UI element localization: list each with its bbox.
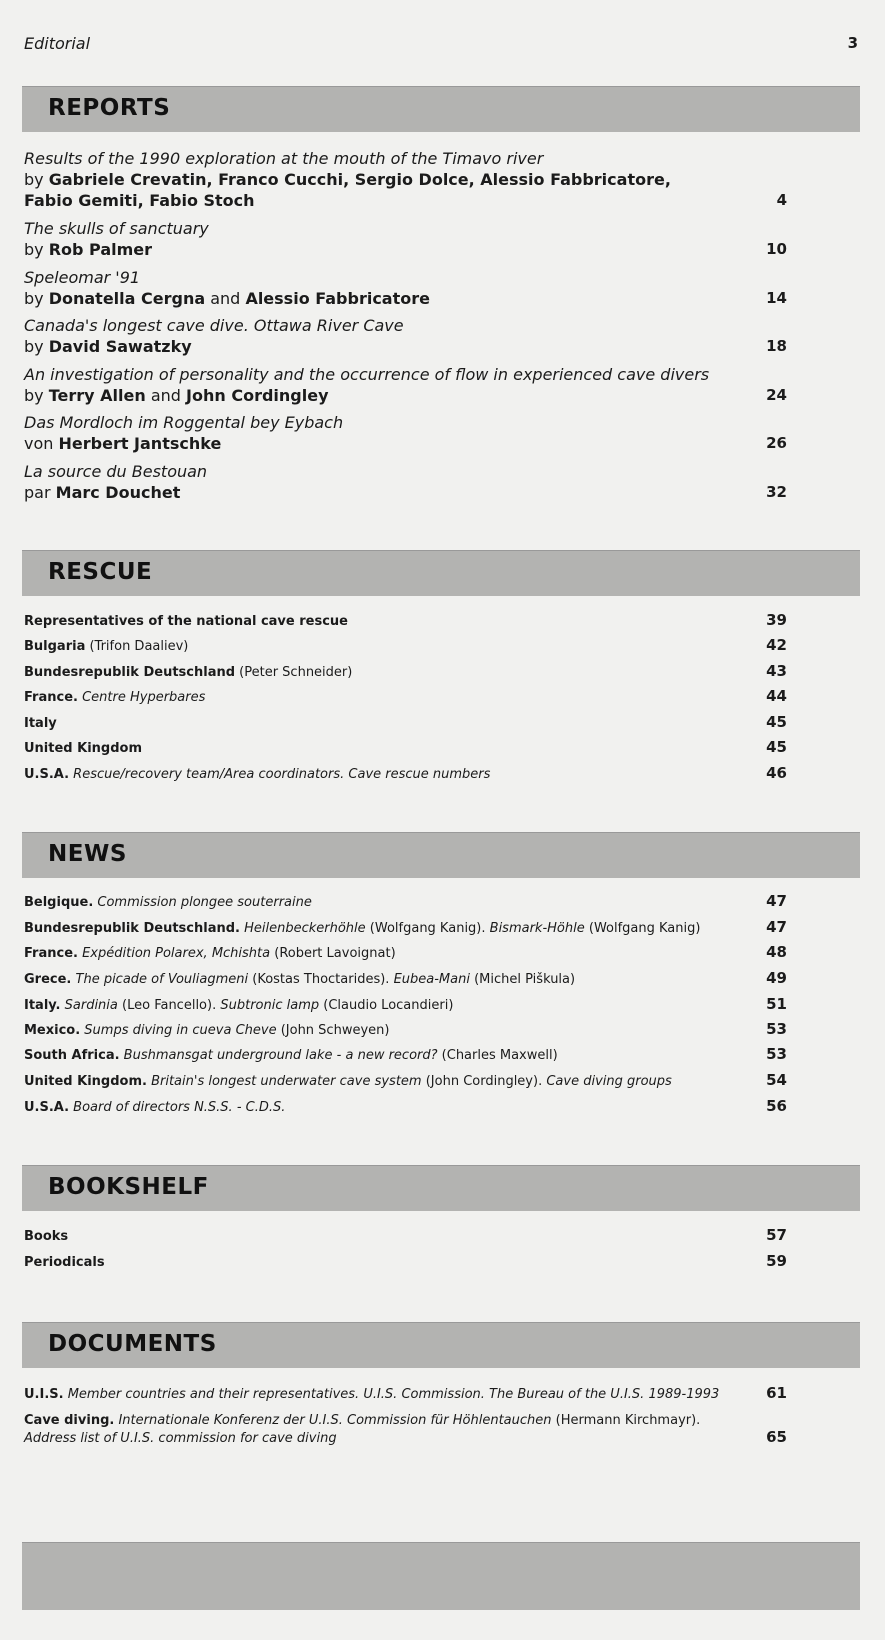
news-country: France. bbox=[24, 946, 78, 961]
report-by: von bbox=[24, 434, 54, 453]
report-page: 26 bbox=[766, 434, 787, 452]
report-entry bbox=[24, 461, 814, 503]
bookshelf-title: BOOKSHELF bbox=[48, 1174, 209, 1200]
rescue-page: 44 bbox=[766, 687, 787, 705]
rescue-country: United Kingdom bbox=[24, 741, 143, 756]
report-title: Results of the 1990 exploration at the mouth of the Timavo river bbox=[24, 149, 544, 168]
news-author: (John Cordingley). bbox=[421, 1074, 543, 1089]
rescue-entry bbox=[24, 613, 814, 631]
bookshelf-header bbox=[22, 1165, 860, 1211]
editorial-page: 3 bbox=[847, 34, 858, 52]
news-title-text: Eubea-Mani bbox=[389, 972, 470, 987]
rescue-entry bbox=[24, 740, 814, 758]
report-entry bbox=[24, 364, 814, 406]
reports-header bbox=[22, 86, 860, 132]
news-page: 53 bbox=[766, 1045, 787, 1063]
report-by: by bbox=[24, 240, 44, 259]
news-title-text: Bushmansgat underground lake - a new record? bbox=[119, 1048, 438, 1063]
report-authors: Marc Douchet bbox=[55, 483, 181, 502]
rescue-entry bbox=[24, 715, 814, 733]
report-author: Alessio Fabbricatore bbox=[245, 289, 430, 308]
rescue-detail: (Peter Schneider) bbox=[235, 665, 353, 680]
bookshelf-entry bbox=[24, 1254, 814, 1272]
documents-detail: Address list of U.I.S. commission for cave diving bbox=[24, 1431, 337, 1446]
news-country: Bundesrepublik Deutschland. bbox=[24, 921, 240, 936]
report-title: Canada's longest cave dive. Ottawa River Cave bbox=[24, 316, 404, 335]
news-entry bbox=[24, 920, 814, 938]
news-entry bbox=[24, 894, 814, 912]
documents-page: 61 bbox=[766, 1384, 787, 1402]
rescue-page: 46 bbox=[766, 764, 787, 782]
news-page: 51 bbox=[766, 995, 787, 1013]
news-title-text: Heilenbeckerhöhle bbox=[239, 921, 366, 936]
news-country: U.S.A. bbox=[24, 1100, 70, 1115]
rescue-detail: Rescue/recovery team/Area coordinators. Cave rescue numbers bbox=[69, 767, 491, 782]
documents-header bbox=[22, 1322, 860, 1368]
news-country: United Kingdom. bbox=[24, 1074, 147, 1089]
news-country: South Africa. bbox=[24, 1048, 120, 1063]
editorial-label: Editorial bbox=[24, 34, 91, 53]
rescue-entry bbox=[24, 766, 814, 784]
report-entry bbox=[24, 412, 814, 454]
report-authors: David Sawatzky bbox=[48, 337, 192, 356]
report-title: Speleomar '91 bbox=[24, 268, 141, 287]
news-country: Belgique. bbox=[24, 895, 94, 910]
rescue-country: Italy bbox=[24, 716, 57, 731]
documents-detail: Member countries and their representatives. U.I.S. Commission. The Bureau of the U.I.S. 1989-1993 bbox=[63, 1387, 720, 1402]
rescue-entry bbox=[24, 664, 814, 682]
documents-page: 65 bbox=[766, 1428, 787, 1446]
rescue-entry bbox=[24, 689, 814, 707]
report-page: 14 bbox=[766, 289, 787, 307]
news-title-text: Bismark-Höhle bbox=[485, 921, 585, 936]
news-page: 47 bbox=[766, 892, 787, 910]
rescue-header bbox=[22, 550, 860, 596]
news-title-text: Subtronic lamp bbox=[216, 998, 320, 1013]
news-header bbox=[22, 832, 860, 878]
report-entry bbox=[24, 218, 814, 260]
rescue-page: 45 bbox=[766, 738, 787, 756]
report-title: La source du Bestouan bbox=[24, 462, 208, 481]
bookshelf-label: Periodicals bbox=[24, 1255, 105, 1270]
report-authors: Herbert Jantschke bbox=[58, 434, 222, 453]
report-by: by bbox=[24, 170, 44, 189]
rescue-country: U.S.A. bbox=[24, 767, 70, 782]
news-title-text: Expédition Polarex, Mchishta bbox=[77, 946, 271, 961]
report-page: 24 bbox=[766, 386, 787, 404]
report-page: 18 bbox=[766, 337, 787, 355]
rescue-page: 42 bbox=[766, 636, 787, 654]
report-title: Das Mordloch im Roggental bey Eybach bbox=[24, 413, 344, 432]
news-entry bbox=[24, 1073, 814, 1091]
rescue-country: Bulgaria bbox=[24, 639, 86, 654]
news-author: (Wolfgang Kanig). bbox=[365, 921, 486, 936]
news-entry bbox=[24, 1099, 814, 1117]
news-author: (John Schweyen) bbox=[276, 1023, 390, 1038]
documents-detail: Internationale Konferenz der U.I.S. Commission für Höhlentauchen bbox=[114, 1413, 552, 1428]
news-page: 56 bbox=[766, 1097, 787, 1115]
news-country: Italy. bbox=[24, 998, 61, 1013]
report-by: by bbox=[24, 337, 44, 356]
rescue-entry bbox=[24, 638, 814, 656]
news-entry bbox=[24, 1022, 814, 1040]
footer-band bbox=[22, 1542, 860, 1610]
report-entry bbox=[24, 148, 814, 211]
documents-author: (Hermann Kirchmayr). bbox=[551, 1413, 701, 1428]
news-entry bbox=[24, 1047, 814, 1065]
bookshelf-page: 59 bbox=[766, 1252, 787, 1270]
report-page: 32 bbox=[766, 483, 787, 501]
news-title-text: The picade of Vouliagmeni bbox=[71, 972, 249, 987]
report-by: par bbox=[24, 483, 51, 502]
bookshelf-label: Books bbox=[24, 1229, 69, 1244]
news-author: (Wolfgang Kanig) bbox=[584, 921, 701, 936]
report-authors: Rob Palmer bbox=[48, 240, 153, 259]
documents-label: U.I.S. bbox=[24, 1387, 64, 1402]
news-title-text: Cave diving groups bbox=[542, 1074, 672, 1089]
news-author: (Claudio Locandieri) bbox=[319, 998, 454, 1013]
rescue-country: France. bbox=[24, 690, 78, 705]
rescue-detail: (Trifon Daaliev) bbox=[85, 639, 189, 654]
documents-entry bbox=[24, 1412, 814, 1448]
report-by: by bbox=[24, 386, 44, 405]
news-page: 53 bbox=[766, 1020, 787, 1038]
rescue-page: 39 bbox=[766, 611, 787, 629]
reports-title: REPORTS bbox=[48, 95, 171, 121]
rescue-country: Bundesrepublik Deutschland bbox=[24, 665, 236, 680]
report-author: Terry Allen bbox=[48, 386, 146, 405]
report-author: Donatella Cergna bbox=[48, 289, 206, 308]
news-entry bbox=[24, 997, 814, 1015]
news-author: (Michel Piškula) bbox=[469, 972, 576, 987]
report-by: by bbox=[24, 289, 44, 308]
news-entry bbox=[24, 945, 814, 963]
news-page: 54 bbox=[766, 1071, 787, 1089]
news-title-text: Sardinia bbox=[60, 998, 118, 1013]
news-title: NEWS bbox=[48, 841, 127, 867]
report-title: The skulls of sanctuary bbox=[24, 219, 209, 238]
report-page: 10 bbox=[766, 240, 787, 258]
news-page: 48 bbox=[766, 943, 787, 961]
rescue-page: 45 bbox=[766, 713, 787, 731]
documents-label: Cave diving. bbox=[24, 1413, 115, 1428]
report-page: 4 bbox=[776, 191, 787, 209]
report-title: An investigation of personality and the occurrence of flow in experienced cave divers bbox=[24, 365, 710, 384]
report-author: John Cordingley bbox=[186, 386, 329, 405]
news-page: 49 bbox=[766, 969, 787, 987]
bookshelf-entry bbox=[24, 1228, 814, 1246]
documents-entry bbox=[24, 1386, 814, 1404]
report-authors: Gabriele Crevatin, Franco Cucchi, Sergio Dolce, Alessio Fabbricatore, bbox=[48, 170, 671, 189]
report-authors: Fabio Gemiti, Fabio Stoch bbox=[24, 191, 255, 210]
report-entry bbox=[24, 267, 814, 309]
news-author: (Robert Lavoignat) bbox=[270, 946, 396, 961]
rescue-title: RESCUE bbox=[48, 559, 153, 585]
rescue-page: 43 bbox=[766, 662, 787, 680]
news-author: (Charles Maxwell) bbox=[437, 1048, 558, 1063]
bookshelf-page: 57 bbox=[766, 1226, 787, 1244]
report-and: and bbox=[150, 386, 181, 405]
news-author: (Kostas Thoctarides). bbox=[248, 972, 390, 987]
news-title-text: Britain's longest underwater cave system bbox=[146, 1074, 422, 1089]
news-author: (Leo Fancello). bbox=[117, 998, 217, 1013]
news-title-text: Board of directors N.S.S. - C.D.S. bbox=[69, 1100, 286, 1115]
news-title-text: Commission plongee souterraine bbox=[93, 895, 312, 910]
news-country: Mexico. bbox=[24, 1023, 81, 1038]
news-entry bbox=[24, 971, 814, 989]
rescue-detail: Centre Hyperbares bbox=[77, 690, 206, 705]
report-and: and bbox=[210, 289, 241, 308]
news-country: Grece. bbox=[24, 972, 72, 987]
documents-title: DOCUMENTS bbox=[48, 1331, 217, 1357]
news-title-text: Sumps diving in cueva Cheve bbox=[80, 1023, 277, 1038]
news-page: 47 bbox=[766, 918, 787, 936]
rescue-country: Representatives of the national cave rescue bbox=[24, 614, 348, 629]
report-entry bbox=[24, 315, 814, 357]
